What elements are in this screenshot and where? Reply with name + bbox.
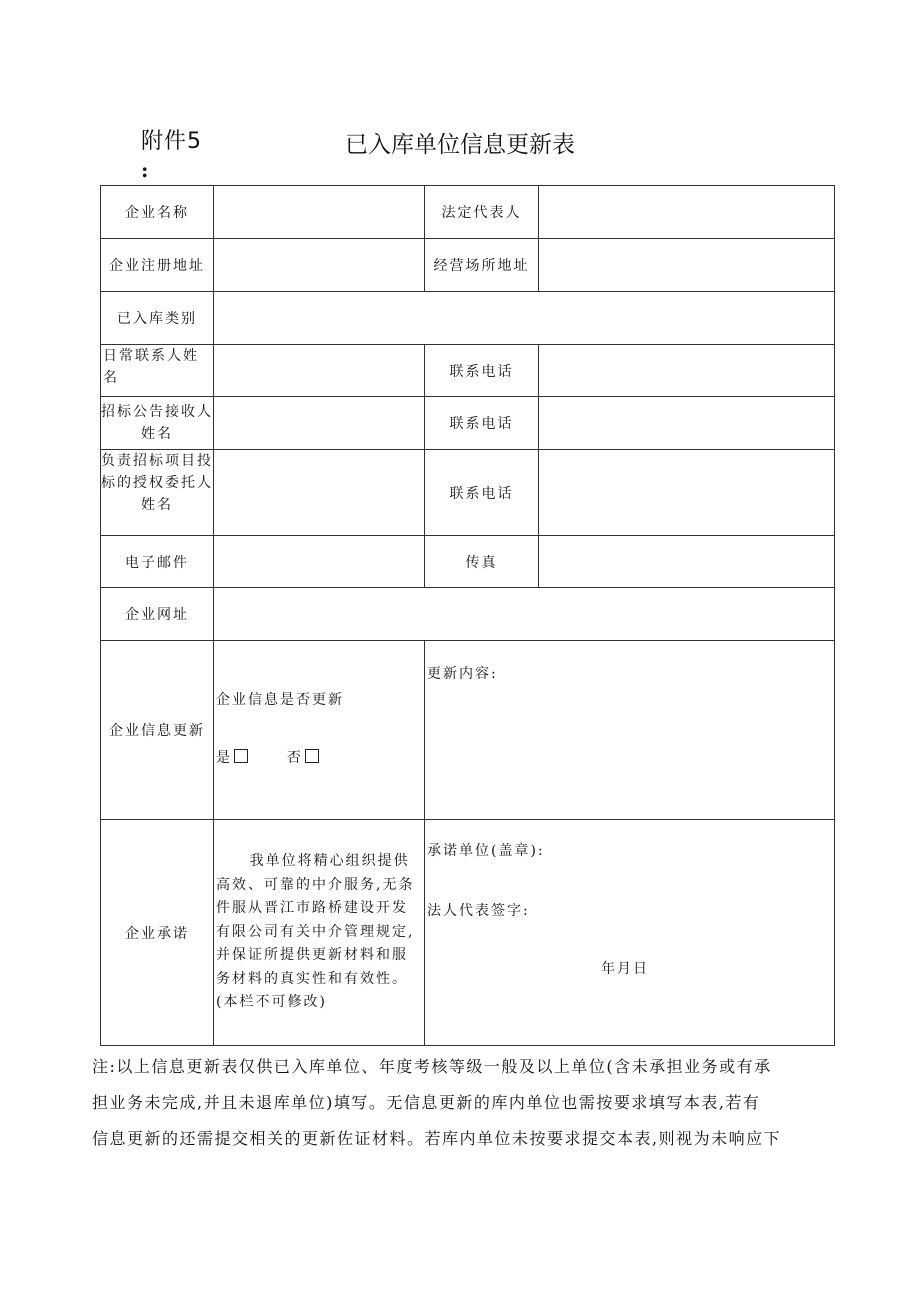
phone3-label: 联系电话 bbox=[425, 450, 539, 536]
biz-address-label: 经营场所地址 bbox=[425, 239, 539, 292]
biz-address-field[interactable] bbox=[539, 239, 835, 292]
tender-receiver-label bbox=[101, 397, 214, 450]
reg-address-label: 企业注册地址 bbox=[101, 239, 214, 292]
daily-contact-label: 日常联系人姓名 bbox=[101, 345, 214, 397]
tender-receiver-field[interactable] bbox=[214, 397, 425, 450]
attachment-colon: : bbox=[141, 158, 149, 182]
page-title: 已入库单位信息更新表 bbox=[345, 132, 575, 158]
category-field[interactable] bbox=[214, 292, 835, 345]
bid-auth-line3: 姓名 bbox=[141, 497, 173, 513]
email-field[interactable] bbox=[214, 536, 425, 588]
fax-label: 传真 bbox=[425, 536, 539, 588]
phone1-field[interactable] bbox=[539, 345, 835, 397]
no-label: 否 bbox=[286, 750, 303, 766]
date-label: 年月日 bbox=[601, 961, 649, 977]
commit-text-cell bbox=[214, 820, 425, 1046]
notes-line1: 注:以上信息更新表仅供已入库单位、年度考核等级一般及以上单位(含未承担业务或有承 bbox=[92, 1057, 772, 1076]
phone1-label: 联系电话 bbox=[425, 345, 539, 397]
bid-auth-label bbox=[101, 450, 214, 536]
update-content-cell[interactable] bbox=[425, 641, 835, 820]
email-label: 电子邮件 bbox=[101, 536, 214, 588]
daily-contact-field[interactable] bbox=[214, 345, 425, 397]
legal-rep-label: 法定代表人 bbox=[425, 186, 539, 239]
reg-address-field[interactable] bbox=[214, 239, 425, 292]
update-choice-cell bbox=[214, 641, 425, 820]
notes bbox=[92, 1049, 842, 1157]
no-checkbox[interactable] bbox=[305, 749, 319, 763]
notes-line3: 信息更新的还需提交相关的更新佐证材料。若库内单位未按要求提交本表,则视为未响应下 bbox=[92, 1129, 782, 1148]
info-update-form bbox=[100, 185, 835, 1046]
legal-sign-label: 法人代表签字: bbox=[427, 903, 530, 919]
update-question: 企业信息是否更新 bbox=[216, 692, 344, 708]
company-name-field[interactable] bbox=[214, 186, 425, 239]
phone2-label: 联系电话 bbox=[425, 397, 539, 450]
commit-unit-label: 承诺单位(盖章): bbox=[427, 843, 545, 859]
bid-auth-line1: 负责招标项目投 bbox=[101, 453, 213, 469]
commitment-label: 企业承诺 bbox=[101, 820, 214, 1046]
tender-receiver-line2: 姓名 bbox=[141, 426, 173, 442]
yes-checkbox[interactable] bbox=[234, 749, 248, 763]
tender-receiver-line1: 招标公告接收人 bbox=[101, 404, 213, 420]
info-update-label: 企业信息更新 bbox=[101, 641, 214, 820]
yes-label: 是 bbox=[216, 750, 232, 766]
category-label: 已入库类别 bbox=[101, 292, 214, 345]
phone3-field[interactable] bbox=[539, 450, 835, 536]
attachment-label: 附件5 bbox=[141, 129, 202, 154]
bid-auth-line2: 标的授权委托人 bbox=[101, 475, 213, 491]
website-field[interactable] bbox=[214, 588, 835, 641]
phone2-field[interactable] bbox=[539, 397, 835, 450]
update-choice-row bbox=[214, 709, 424, 767]
update-content-label: 更新内容: bbox=[427, 666, 498, 682]
notes-line2: 担业务未完成,并且未退库单位)填写。无信息更新的库内单位也需按要求填写本表,若有 bbox=[92, 1093, 761, 1112]
fax-field[interactable] bbox=[539, 536, 835, 588]
bid-auth-field[interactable] bbox=[214, 450, 425, 536]
company-name-label: 企业名称 bbox=[101, 186, 214, 239]
legal-rep-field[interactable] bbox=[539, 186, 835, 239]
commit-sign-cell bbox=[425, 820, 835, 1046]
website-label: 企业网址 bbox=[101, 588, 214, 641]
commit-text: 我单位将精心组织提供高效、可靠的中介服务,无条件服从晋江市路桥建设开发有限公司有关中介管理规定,并保证所提供更新材料和服务材料的真实性和有效性。(本栏不可修改) bbox=[216, 853, 415, 1010]
